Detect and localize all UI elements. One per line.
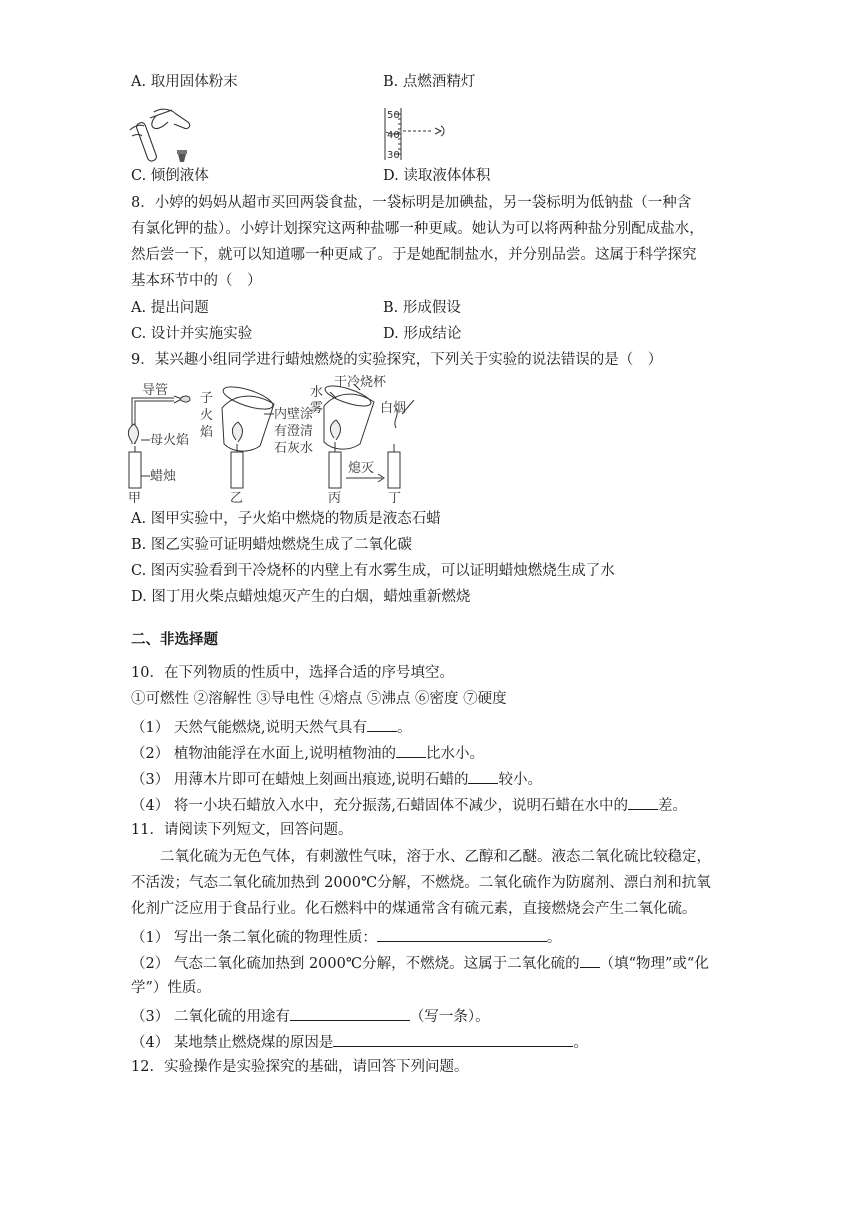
q8-option-a: A. 提出问题 xyxy=(131,300,209,316)
q10-sub2-text: （2） 植物油能浮在水面上,说明植物油的 xyxy=(131,746,396,762)
q11-sub1 xyxy=(131,926,561,948)
cylinder-tick-40: 40 xyxy=(387,130,400,141)
q11-sub2-continued: 学”）性质。 xyxy=(131,980,211,996)
q10-sub3-blank[interactable] xyxy=(468,768,498,784)
q10-sub2-blank[interactable] xyxy=(396,742,426,758)
q10-sub1-end: 。 xyxy=(396,720,412,736)
q8-option-d: D. 形成结论 xyxy=(383,326,462,342)
fig-label-candle: 蜡烛 xyxy=(150,469,177,484)
fig-label-jia: 甲 xyxy=(128,491,142,504)
q11-sub2-blank[interactable] xyxy=(580,952,600,968)
cylinder-tick-50: 50 xyxy=(387,110,400,121)
q10-sub4 xyxy=(131,794,687,816)
q11-sub1-blank[interactable] xyxy=(377,926,547,942)
q11-sub4-end: 。 xyxy=(573,1035,588,1051)
fig-label-bing: 丙 xyxy=(328,491,342,504)
fig-label-white-smoke: 白烟 xyxy=(380,401,407,416)
q11-passage-line1: 二氧化硫为无色气体，有刺激性气味，溶于水、乙醇和乙醚。液态二氧化硫比较稳定， xyxy=(160,849,711,865)
q11-sub2-text: （2） 气态二氧化硫加热到 2000℃分解，不燃烧。这属于二氧化硫的 xyxy=(131,956,580,972)
fig-label-extinguish: 熄灭 xyxy=(348,461,375,476)
q11-sub1-end: 。 xyxy=(546,930,562,946)
q10-sub1-blank[interactable] xyxy=(367,716,397,732)
q8-stem-line3: 然后尝一下，就可以知道哪一种更咸了。于是她配制盐水，并分别品尝。这属于科学探究 xyxy=(131,247,697,263)
fig-label-yi: 乙 xyxy=(230,491,244,504)
candle-experiment-figure xyxy=(124,374,424,504)
fig-label-inner-wall-2: 有澄清 xyxy=(274,424,314,439)
fig-label-water-2: 雾 xyxy=(310,401,324,416)
fig-label-yan: 焰 xyxy=(200,425,214,440)
q10-sub2 xyxy=(131,742,484,764)
q8-stem-line2: 有氯化钾的盐）。小婷计划探究这两种盐哪一种更咸。她认为可以将两种盐分别配成盐水， xyxy=(131,221,704,237)
q11-sub2-end: （填“物理”或“化 xyxy=(599,956,709,972)
q11-passage-line2: 不活泼；气态二氧化硫加热到 2000℃分解，不燃烧。二氧化硫作为防腐剂、漂白剂和抗氧 xyxy=(131,875,711,891)
q10-sub1 xyxy=(131,716,411,738)
q11-sub3-text: （3） 二氧化硫的用途有 xyxy=(131,1009,290,1025)
fig-label-mother-flame: 母火焰 xyxy=(150,433,190,448)
q10-stem: 10．在下列物质的性质中，选择合适的序号填空。 xyxy=(131,665,454,681)
q11-passage-line3: 化剂广泛应用于食品行业。化石燃料中的煤通常含有硫元素，直接燃烧会产生二氧化硫。 xyxy=(131,901,697,917)
q9-option-a: A. 图甲实验中，子火焰中燃烧的物质是液态石蜡 xyxy=(131,511,441,527)
q12-stem: 12．实验操作是实验探究的基础，请回答下列问题。 xyxy=(131,1059,469,1075)
fig-label-tube: 导管 xyxy=(142,383,169,398)
q11-stem: 11．请阅读下列短文，回答问题。 xyxy=(131,822,353,838)
cylinder-tick-30: 30 xyxy=(387,150,400,161)
fig-label-inner-wall-1: 内壁涂 xyxy=(274,407,314,422)
q7-option-b: B. 点燃酒精灯 xyxy=(383,74,476,90)
q10-sub3-text: （3） 用薄木片即可在蜡烛上刻画出痕迹,说明石蜡的 xyxy=(131,772,469,788)
q11-sub4-blank[interactable] xyxy=(333,1031,573,1047)
q10-sub2-end: 比水小。 xyxy=(425,746,484,762)
q10-property-options: ①可燃性 ②溶解性 ③导电性 ④熔点 ⑤沸点 ⑥密度 ⑦硬度 xyxy=(131,691,507,707)
q11-sub4-text: （4） 某地禁止燃烧煤的原因是 xyxy=(131,1035,334,1051)
q10-sub4-text: （4） 将一小块石蜡放入水中，充分振荡,石蜡固体不减少，说明石蜡在水中的 xyxy=(131,798,628,814)
q7-option-a: A. 取用固体粉末 xyxy=(131,74,238,90)
q11-sub3-end: （写一条）。 xyxy=(409,1009,490,1025)
q10-sub4-end: 差。 xyxy=(657,798,687,814)
q9-option-d: D. 图丁用火柴点蜡烛熄灭产生的白烟，蜡烛重新燃烧 xyxy=(131,589,471,605)
q9-option-c: C. 图丙实验看到干冷烧杯的内壁上有水雾生成，可以证明蜡烛燃烧生成了水 xyxy=(131,563,615,579)
q11-sub1-text: （1） 写出一条二氧化硫的物理性质： xyxy=(131,930,377,946)
fig-label-ding: 丁 xyxy=(388,491,402,504)
q8-option-c: C. 设计并实施实验 xyxy=(131,326,253,342)
q10-sub3-end: 较小。 xyxy=(498,772,542,788)
fig-label-huo: 火 xyxy=(200,408,214,423)
q11-sub3-blank[interactable] xyxy=(290,1005,410,1021)
q7-option-c: C. 倾倒液体 xyxy=(131,168,209,184)
fig-label-dry-cup: 干冷烧杯 xyxy=(334,375,387,390)
q9-stem: 9．某兴趣小组同学进行蜡烛燃烧的实验探究，下列关于实验的说法错误的是（ ） xyxy=(131,352,663,368)
fig-label-water-1: 水 xyxy=(310,385,324,400)
powder-pouring-illustration xyxy=(126,104,196,166)
q11-sub3 xyxy=(131,1005,490,1027)
section-heading-non-choice: 二、非选择题 xyxy=(131,631,218,648)
q8-stem-line1: 8．小婷的妈妈从超市买回两袋食盐，一袋标明是加碘盐，另一袋标明为低钠盐（一种含 xyxy=(131,195,692,211)
q8-option-b: B. 形成假设 xyxy=(383,300,461,316)
q7-option-d: D. 读取液体体积 xyxy=(383,168,491,184)
cylinder-reading-illustration xyxy=(381,106,453,162)
fig-label-inner-wall-3: 石灰水 xyxy=(274,441,314,456)
q10-sub3 xyxy=(131,768,542,790)
q10-sub1-text: （1） 天然气能燃烧,说明天然气具有 xyxy=(131,720,367,736)
q8-stem-line4: 基本环节中的（ ） xyxy=(131,273,262,289)
fig-label-zi: 子 xyxy=(200,391,214,406)
q11-sub4 xyxy=(131,1031,588,1053)
q10-sub4-blank[interactable] xyxy=(628,794,658,810)
q11-sub2 xyxy=(131,952,709,974)
q9-option-b: B. 图乙实验可证明蜡烛燃烧生成了二氧化碳 xyxy=(131,537,412,553)
